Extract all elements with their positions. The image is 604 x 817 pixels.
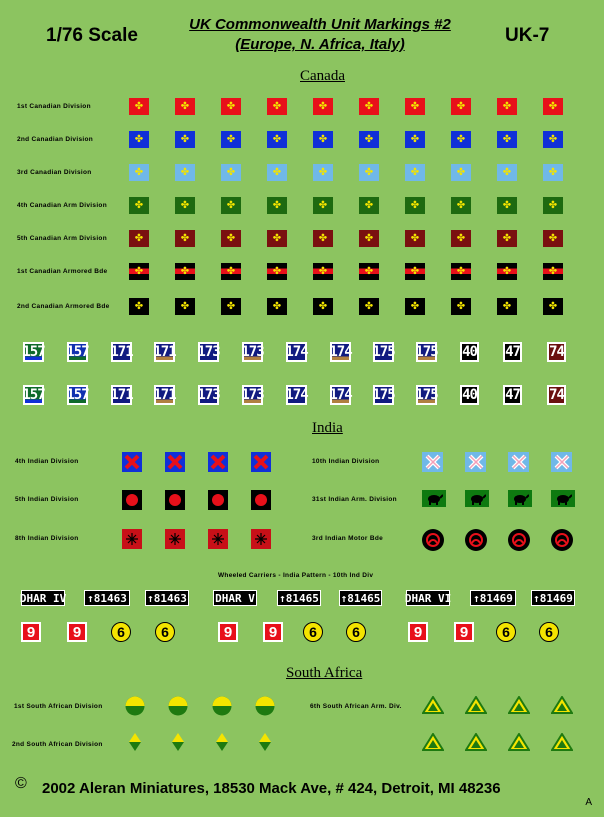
maple-leaf-patch: ✤ <box>405 98 425 115</box>
india-left-patch <box>208 529 228 549</box>
maple-leaf-patch: ✤ <box>175 298 195 315</box>
formation-number-patch: 173 <box>241 387 264 403</box>
six-marking: 6 <box>155 622 175 642</box>
maple-leaf-patch: ✤ <box>221 263 241 280</box>
canada-division-label: 2nd Canadian Armored Bde <box>17 303 110 310</box>
formation-number-patch: 40 <box>460 385 479 405</box>
maple-leaf-patch: ✤ <box>543 230 563 247</box>
maple-leaf-patch: ✤ <box>221 164 241 181</box>
nine-marking: 9 <box>218 622 238 642</box>
formation-number-patch: 174 <box>329 344 352 360</box>
formation-number-patch: 171 <box>153 387 176 403</box>
formation-number-patch: 157 <box>66 387 89 403</box>
nine-marking: 9 <box>263 622 283 642</box>
india-left-patch <box>208 452 228 472</box>
india-left-patch <box>251 529 271 549</box>
sa-diamond <box>215 733 229 751</box>
maple-leaf-patch: ✤ <box>313 131 333 148</box>
title-line-2: (Europe, N. Africa, Italy) <box>235 36 405 53</box>
maple-leaf-patch: ✤ <box>267 263 287 280</box>
six-marking: 6 <box>539 622 559 642</box>
maple-leaf-patch: ✤ <box>221 197 241 214</box>
canada-division-label: 3rd Canadian Division <box>17 169 92 176</box>
maple-leaf-patch: ✤ <box>359 298 379 315</box>
formation-number-patch: 174 <box>285 344 308 360</box>
maple-leaf-patch: ✤ <box>497 230 517 247</box>
formation-number-patch: 175 <box>415 344 438 360</box>
carrier-plate: ↑81463 <box>145 590 189 606</box>
maple-leaf-patch: ✤ <box>129 164 149 181</box>
maple-leaf-patch: ✤ <box>451 98 471 115</box>
maple-leaf-patch: ✤ <box>405 197 425 214</box>
formation-number-patch: 173 <box>241 344 264 360</box>
sa-triangle-patch <box>508 733 530 751</box>
india-right-patch <box>508 490 532 507</box>
maple-leaf-patch: ✤ <box>359 197 379 214</box>
maple-leaf-patch: ✤ <box>313 164 333 181</box>
sa-diamond <box>128 733 142 751</box>
maple-leaf-patch: ✤ <box>313 98 333 115</box>
section-canada: Canada <box>300 68 345 84</box>
india-division-label: 8th Indian Division <box>15 535 79 542</box>
india-right-patch <box>508 452 529 472</box>
nine-marking: 9 <box>408 622 428 642</box>
india-left-patch <box>165 490 185 510</box>
maple-leaf-patch: ✤ <box>221 298 241 315</box>
canada-division-label: 4th Canadian Arm Division <box>17 202 107 209</box>
formation-number-patch: 47 <box>503 342 522 362</box>
sa-triangle-patch <box>422 696 444 714</box>
maple-leaf-patch: ✤ <box>451 197 471 214</box>
maple-leaf-patch: ✤ <box>497 131 517 148</box>
sheet-letter: A <box>585 797 592 808</box>
maple-leaf-patch: ✤ <box>129 98 149 115</box>
page-title <box>170 15 470 55</box>
india-division-label: 3rd Indian Motor Bde <box>312 535 383 542</box>
india-right-patch <box>551 529 573 551</box>
sa-triangle-patch <box>551 733 573 751</box>
india-right-patch <box>551 490 575 507</box>
maple-leaf-patch: ✤ <box>175 98 195 115</box>
maple-leaf-patch: ✤ <box>359 164 379 181</box>
formation-number-patch: 175 <box>415 387 438 403</box>
footer-text: 2002 Aleran Miniatures, 18530 Mack Ave, # 424, Detroit, MI 48236 <box>42 780 501 797</box>
india-left-patch <box>165 529 185 549</box>
nine-marking: 9 <box>21 622 41 642</box>
copyright-icon: © <box>15 775 27 792</box>
canada-division-label: 1st Canadian Division <box>17 103 91 110</box>
india-right-patch <box>508 529 530 551</box>
india-left-patch <box>122 490 142 510</box>
maple-leaf-patch: ✤ <box>129 263 149 280</box>
maple-leaf-patch: ✤ <box>405 263 425 280</box>
nine-marking: 9 <box>454 622 474 642</box>
formation-number-patch: 173 <box>197 344 220 360</box>
maple-leaf-patch: ✤ <box>359 98 379 115</box>
india-division-label: 5th Indian Division <box>15 496 79 503</box>
maple-leaf-patch: ✤ <box>497 98 517 115</box>
south-africa-division-label: 6th South African Arm. Div. <box>310 703 402 710</box>
formation-number-patch: 47 <box>503 385 522 405</box>
formation-number-patch: 171 <box>110 344 133 360</box>
maple-leaf-patch: ✤ <box>221 230 241 247</box>
formation-number-patch: 157 <box>66 344 89 360</box>
maple-leaf-patch: ✤ <box>359 263 379 280</box>
formation-number-patch: 157 <box>22 344 45 360</box>
maple-leaf-patch: ✤ <box>175 230 195 247</box>
india-left-patch <box>165 452 185 472</box>
formation-number-patch: 174 <box>285 387 308 403</box>
maple-leaf-patch: ✤ <box>129 197 149 214</box>
maple-leaf-patch: ✤ <box>221 131 241 148</box>
india-division-label: 4th Indian Division <box>15 458 79 465</box>
sa-diamond <box>171 733 185 751</box>
formation-number-patch: 74 <box>547 385 566 405</box>
formation-number-patch: 40 <box>460 342 479 362</box>
india-left-patch <box>251 490 271 510</box>
formation-number-patch: 171 <box>153 344 176 360</box>
formation-number-patch: 174 <box>329 387 352 403</box>
india-right-patch <box>422 452 443 472</box>
maple-leaf-patch: ✤ <box>405 131 425 148</box>
maple-leaf-patch: ✤ <box>543 131 563 148</box>
maple-leaf-patch: ✤ <box>313 298 333 315</box>
scale-label: 1/76 Scale <box>46 25 138 46</box>
nine-marking: 9 <box>67 622 87 642</box>
section-india: India <box>312 420 343 436</box>
maple-leaf-patch: ✤ <box>175 197 195 214</box>
carrier-plate: ↑81465 <box>340 591 381 605</box>
maple-leaf-patch: ✤ <box>359 131 379 148</box>
maple-leaf-patch: ✤ <box>267 298 287 315</box>
sa-diamond <box>258 733 272 751</box>
section-south-africa: South Africa <box>286 665 363 681</box>
maple-leaf-patch: ✤ <box>267 131 287 148</box>
maple-leaf-patch: ✤ <box>451 164 471 181</box>
carrier-plate: DHAR VI <box>404 591 452 605</box>
canada-division-label: 5th Canadian Arm Division <box>17 235 107 242</box>
maple-leaf-patch: ✤ <box>543 98 563 115</box>
maple-leaf-patch: ✤ <box>451 298 471 315</box>
india-right-patch <box>422 490 446 507</box>
maple-leaf-patch: ✤ <box>543 298 563 315</box>
carrier-plate: ↑81469 <box>531 590 575 606</box>
maple-leaf-patch: ✤ <box>129 131 149 148</box>
maple-leaf-patch: ✤ <box>175 131 195 148</box>
formation-number-patch: 157 <box>22 387 45 403</box>
six-marking: 6 <box>111 622 131 642</box>
maple-leaf-patch: ✤ <box>313 197 333 214</box>
maple-leaf-patch: ✤ <box>451 263 471 280</box>
india-left-patch <box>122 452 142 472</box>
sheet-code: UK-7 <box>505 25 550 46</box>
maple-leaf-patch: ✤ <box>129 298 149 315</box>
maple-leaf-patch: ✤ <box>405 230 425 247</box>
carrier-plate: ↑81465 <box>277 590 321 606</box>
india-left-patch <box>208 490 228 510</box>
india-right-patch <box>465 490 489 507</box>
india-right-patch <box>465 452 486 472</box>
maple-leaf-patch: ✤ <box>267 98 287 115</box>
india-left-patch <box>122 529 142 549</box>
maple-leaf-patch: ✤ <box>175 164 195 181</box>
sa-triangle-patch <box>551 696 573 714</box>
maple-leaf-patch: ✤ <box>175 263 195 280</box>
sa-roundel <box>168 696 188 716</box>
canada-division-label: 1st Canadian Armored Bde <box>17 268 108 275</box>
sa-triangle-patch <box>422 733 444 751</box>
maple-leaf-patch: ✤ <box>497 263 517 280</box>
title-line-1: UK Commonwealth Unit Markings #2 <box>189 16 451 33</box>
india-division-label: 31st Indian Arm. Division <box>312 496 397 503</box>
maple-leaf-patch: ✤ <box>221 98 241 115</box>
six-marking: 6 <box>303 622 323 642</box>
formation-number-patch: 74 <box>547 342 566 362</box>
maple-leaf-patch: ✤ <box>451 131 471 148</box>
maple-leaf-patch: ✤ <box>497 164 517 181</box>
sa-triangle-patch <box>508 696 530 714</box>
maple-leaf-patch: ✤ <box>543 164 563 181</box>
carrier-plate: DHAR V <box>213 590 257 606</box>
carrier-plate: ↑81469 <box>470 590 516 606</box>
maple-leaf-patch: ✤ <box>313 230 333 247</box>
india-right-patch <box>465 529 487 551</box>
india-right-patch <box>422 529 444 551</box>
india-left-patch <box>251 452 271 472</box>
india-right-patch <box>551 452 572 472</box>
maple-leaf-patch: ✤ <box>405 164 425 181</box>
south-africa-division-label: 1st South African Division <box>14 703 103 710</box>
sa-triangle-patch <box>465 733 487 751</box>
sa-roundel <box>125 696 145 716</box>
maple-leaf-patch: ✤ <box>313 263 333 280</box>
maple-leaf-patch: ✤ <box>497 298 517 315</box>
sa-roundel <box>255 696 275 716</box>
india-division-label: 10th Indian Division <box>312 458 380 465</box>
sa-roundel <box>212 696 232 716</box>
maple-leaf-patch: ✤ <box>497 197 517 214</box>
formation-number-patch: 175 <box>372 344 395 360</box>
maple-leaf-patch: ✤ <box>451 230 471 247</box>
maple-leaf-patch: ✤ <box>543 263 563 280</box>
maple-leaf-patch: ✤ <box>129 230 149 247</box>
formation-number-patch: 171 <box>110 387 133 403</box>
sa-triangle-patch <box>465 696 487 714</box>
carrier-plate: DHAR IV <box>19 591 67 605</box>
six-marking: 6 <box>346 622 366 642</box>
maple-leaf-patch: ✤ <box>267 197 287 214</box>
maple-leaf-patch: ✤ <box>405 298 425 315</box>
canada-division-label: 2nd Canadian Division <box>17 136 94 143</box>
carriers-label: Wheeled Carriers - India Pattern - 10th Ind Div <box>218 572 374 579</box>
formation-number-patch: 175 <box>372 387 395 403</box>
six-marking: 6 <box>496 622 516 642</box>
formation-number-patch: 173 <box>197 387 220 403</box>
maple-leaf-patch: ✤ <box>267 230 287 247</box>
carrier-plate: ↑81463 <box>84 590 130 606</box>
maple-leaf-patch: ✤ <box>543 197 563 214</box>
south-africa-division-label: 2nd South African Division <box>12 741 103 748</box>
maple-leaf-patch: ✤ <box>267 164 287 181</box>
maple-leaf-patch: ✤ <box>359 230 379 247</box>
